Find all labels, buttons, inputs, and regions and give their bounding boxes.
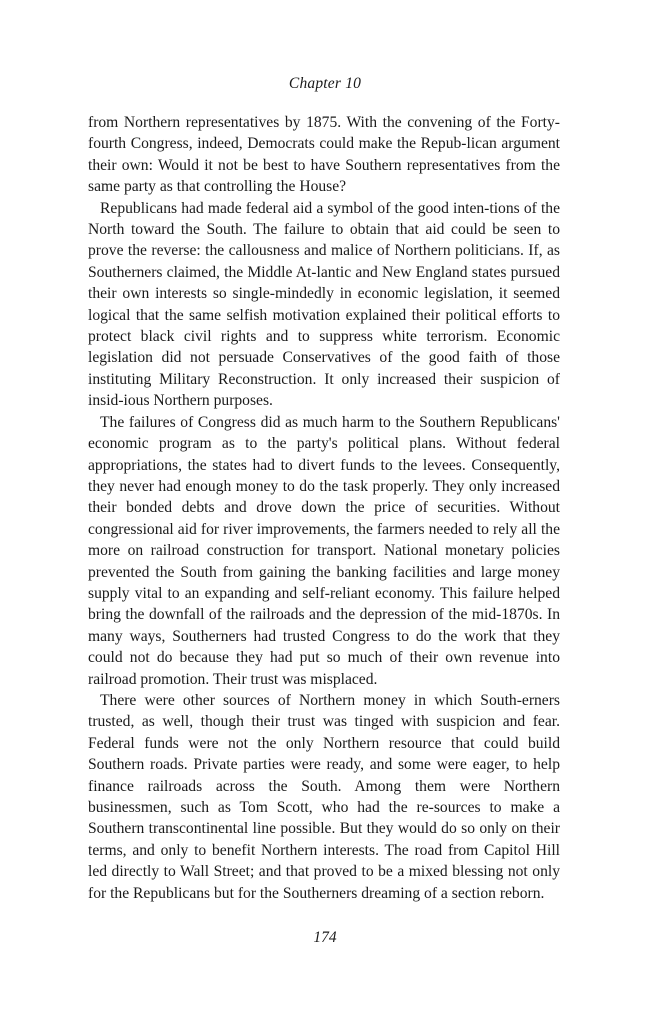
page-number: 174 bbox=[313, 929, 337, 946]
body-text bbox=[88, 112, 560, 904]
paragraph-2: Republicans had made federal aid a symbol of the good inten-tions of the North toward the South. The failure to obtain that aid could be seen to prove the reverse: the callousness and malice of Northern politicians. If, as Southerners claimed, the Middle At-lantic and New England states pursued their own interests so single-mindedly in economic legislation, it seemed logical that the same selfish motivation explained their political efforts to protect black civil rights and to suppress white terrorism. Economic legislation did not persuade Conservatives of the good faith of those instituting Military Reconstruction. It only increased their suspicion of insid-ious Northern purposes. bbox=[88, 199, 560, 410]
paragraph-4: There were other sources of Northern money in which South-erners trusted, as well, though their trust was tinged with suspicion and fear. Federal funds were not the only Northern resource that could build Southern roads. Private parties were ready, and some were eager, to help finance railroads across the South. Among them were Northern businessmen, such as Tom Scott, who had the re-sources to make a Southern transcontinental line possible. But they would do so only on their terms, and only to benefit Northern interests. The road from Capitol Hill led directly to Wall Street; and that proved to be a mixed blessing not only for the Republicans but for the Southerners dreaming of a section reborn. bbox=[88, 691, 560, 902]
running-head: Chapter 10 bbox=[288, 75, 362, 92]
paragraph-1: from Northern representatives by 1875. With the convening of the Forty-fourth Congress, indeed, Democrats could make the Repub-lican argument their own: Would it not be best to have Southern representatives from the same party as that controlling the House? bbox=[88, 114, 560, 196]
paragraph-3: The failures of Congress did as much harm to the Southern Republicans' economic program as to the party's political plans. Without federal appropriations, the states had to divert funds to the levees. Consequently, they never had enough money to do the task properly. They only increased their bonded debts and drove down the price of securities. Without congressional aid for river improvements, the farmers needed to rely all the more on railroad construction for transport. National monetary policies prevented the South from gaining the banking facilities and large money supply vital to an expanding and self-reliant economy. This failure helped bring the downfall of the railroads and the depression of the mid-1870s. In many ways, Southerners had trusted Congress to do the work that they could not do because they had put so much of their own revenue into railroad promotion. Their trust was misplaced. bbox=[88, 413, 560, 688]
